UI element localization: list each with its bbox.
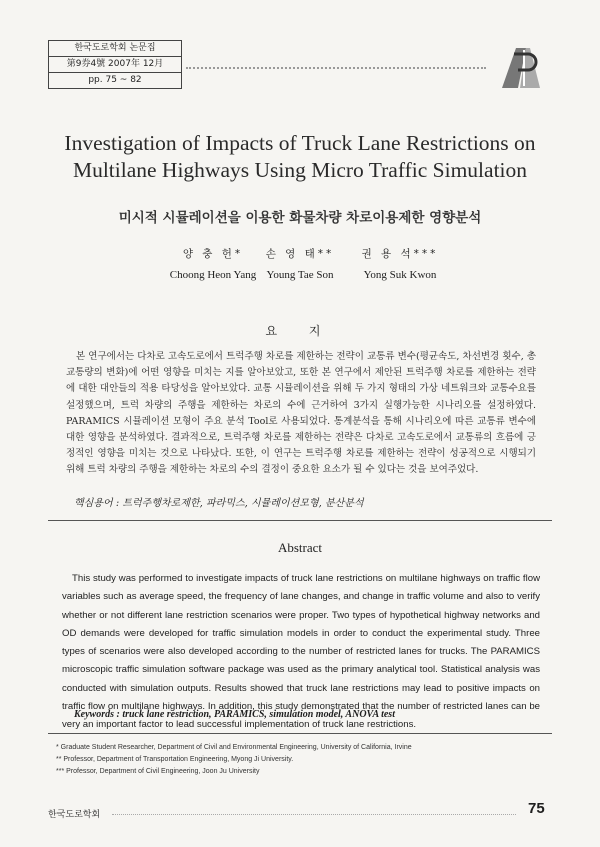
- abstract-heading: Abstract: [277, 540, 323, 555]
- header-dotted-rule: [186, 67, 486, 69]
- author-1-english: Choong Heon Yang: [169, 269, 257, 281]
- abstract-body: This study was performed to investigate impacts of truck lane restrictions on multilane highways on traffic flow variables such as average speed, the frequency of lane changes, and change in traffic volume and also to verify whether or not different lane restriction scenarios were proper. Two types of hypothetical highway networks and OD demands were developed for traffic simulation models in order to conduct the experimental study. Three types of scenarios were also developed according to the number of restricted lanes for trucks. The PARAMICS microscopic traffic simulation software package was used as the primary analytical tool. Statistical analysis was conducted with simulation outputs. Results showed that truck lane restrictions may lead to positive impacts on traffic flow on multilane highways. In addition, this study demonstrated that the number of restricted lanes can be very an important factor to lead successful implementation of truck lane restrictions.: [62, 573, 540, 731]
- paper-title-english: [40, 130, 560, 184]
- journal-pages: pp. 75 ~ 82: [88, 75, 142, 85]
- author-3-english: Yong Suk Kwon: [363, 269, 437, 281]
- footer-dotted-rule: [112, 814, 516, 815]
- journal-volume: 第9券4號 2007年 12月: [49, 57, 181, 73]
- journal-info-box: [48, 40, 182, 89]
- english-keywords: Keywords : truck lane restriction, PARAMICS, simulation model, ANOVA test: [74, 709, 395, 720]
- author-3-korean: 권 용 석***: [361, 248, 439, 260]
- author-3: [335, 246, 465, 281]
- footnote-3: *** Professor, Department of Civil Engineering, Joon Ju University: [56, 768, 260, 775]
- page-number: 75: [528, 800, 545, 817]
- title-line-1: Investigation of Impacts of Truck Lane Restrictions on: [64, 131, 536, 155]
- society-logo-icon: [496, 44, 546, 90]
- footer-society: 한국도로학회: [48, 810, 101, 820]
- korean-abstract-heading: 요 지: [265, 324, 335, 338]
- korean-keywords: 핵심용어 : 트럭주행차로제한, 파라믹스, 시뮬레이션모형, 분산분석: [74, 498, 364, 509]
- footnote-2: ** Professor, Department of Transportation Engineering, Myong Ji University.: [56, 756, 294, 763]
- title-line-2: Multilane Highways Using Micro Traffic Simulation: [72, 158, 528, 182]
- paper-title-korean: 미시적 시뮬레이션을 이용한 화물차량 차로이용제한 영향분석: [118, 210, 482, 226]
- korean-abstract-body: 본 연구에서는 다차로 고속도로에서 트럭주행 차로를 제한하는 전략이 교통류 변수(평균속도, 차선변경 횟수, 총교통량의 변화)에 어떤 영향을 미치는 지를 알아보았고, 또한 본 연구에서 제안된 트럭주행 차로를 제한하는 전략에 대한 대안들의 적용 타당성을 알아보았다. 교통 시뮬레이션을 위해 두 가지 형태의 가상 네트워크와 교통수요를 설정했으며, 트럭 차량의 주행을 제한하는 차로의 수에 근거하여 3가지 실행가능한 시나리오를 설정하였다. PARAMICS 시뮬레이션 모형이 주요 분석 Tool로 사용되었다. 통계분석을 통해 시나리오에 따른 교통류 변수에 대한 영향을 분석하였다. 결과적으로, 트럭주행 차로를 제한하는 전략은 다차로 고속도로에서 교통류의 흐름에 긍정적인 영향을 미치는 것으로 나타났다. 또한, 이 연구는 트럭주행 차로를 제한하는 전략이 성공적으로 시행되기 위해 트럭 차량의 주행을 제한하는 차로의 수의 결정이 중요한 요소가 될 수 있다는 것을 보여주었다.: [66, 351, 536, 476]
- footnote-1: * Graduate Student Researcher, Department of Civil and Environmental Engineering, University of California, Irvine: [56, 744, 412, 751]
- author-1-korean: 양 충 헌*: [182, 248, 244, 260]
- journal-name: 한국도로학회 논문집: [49, 41, 181, 57]
- author-2-english: Young Tae Son: [266, 269, 334, 281]
- author-2-korean: 손 영 태**: [265, 248, 335, 260]
- section-divider: [48, 520, 552, 521]
- footnote-divider: [48, 733, 552, 734]
